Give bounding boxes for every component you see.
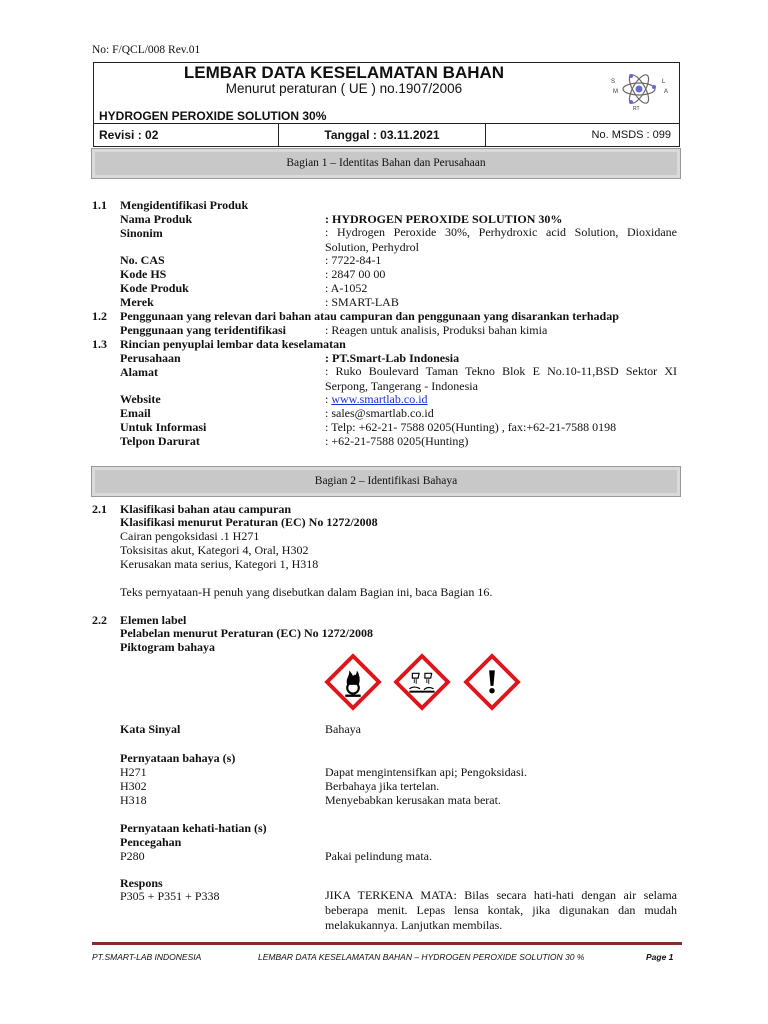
exclamation-mark-icon — [463, 653, 521, 711]
section-1-3-title: Rincian penyuplai lembar data keselamatan — [120, 337, 346, 351]
address-label: Alamat — [120, 365, 158, 379]
company-label: Perusahaan — [120, 351, 181, 365]
emergency-phone-value: : +62-21-7588 0205(Hunting) — [325, 434, 469, 448]
corrosive-icon — [393, 653, 451, 711]
hazard-statements-heading: Pernyataan bahaya (s) — [120, 751, 236, 765]
emergency-phone-label: Telpon Darurat — [120, 434, 200, 448]
hs-code-value: : 2847 00 00 — [325, 267, 386, 281]
document-number: No: F/QCL/008 Rev.01 — [92, 44, 201, 56]
product-name-label: Nama Produk — [120, 212, 193, 226]
signal-word-value: Bahaya — [325, 722, 361, 736]
brand-label: Merek — [120, 295, 154, 309]
section-1-2-number: 1.2 — [92, 309, 107, 323]
prevention-heading: Pencegahan — [120, 835, 182, 849]
address-value: : Ruko Boulevard Taman Tekno Blok E No.10-11,BSD Sektor XI Serpong, Tangerang - Indonesia — [325, 364, 677, 393]
section-2-bar: Bagian 2 – Identifikasi Bahaya — [91, 466, 681, 497]
classification-eye-damage: Kerusakan mata serius, Kategori 1, H318 — [120, 557, 319, 571]
msds-number: No. MSDS : 099 — [591, 129, 671, 141]
svg-text:M: M — [613, 89, 618, 95]
h-statement-note: Teks pernyataan-H penuh yang disebutkan dalam Bagian ini, baca Bagian 16. — [120, 585, 493, 599]
section-2-2-number: 2.2 — [92, 613, 107, 627]
product-name-value: : HYDROGEN PEROXIDE SOLUTION 30% — [325, 212, 563, 226]
brand-value: : SMART-LAB — [325, 295, 399, 309]
smart-lab-logo-icon — [604, 67, 674, 111]
email-label: Email — [120, 406, 151, 420]
info-value: : Telp: +62-21- 7588 0205(Hunting) , fax:+62-21-7588 0198 — [325, 420, 617, 434]
svg-text:RT: RT — [633, 106, 640, 111]
website-value — [325, 392, 428, 407]
precautionary-heading: Pernyataan kehati-hatian (s) — [120, 821, 267, 835]
company-value: : PT.Smart-Lab Indonesia — [325, 351, 460, 365]
document-title: LEMBAR DATA KESELAMATAN BAHAN — [183, 63, 505, 82]
identified-use-label: Penggunaan yang teridentifikasi — [120, 323, 287, 337]
footer-divider — [92, 942, 682, 945]
revision-date: Tanggal : 03.11.2021 — [279, 124, 486, 147]
classification-regulation: Klasifikasi menurut Peraturan (EC) No 1272/2008 — [120, 515, 378, 529]
precaution-code-p280: P280 — [120, 849, 145, 863]
response-heading: Respons — [120, 876, 163, 890]
cas-value: : 7722-84-1 — [325, 253, 382, 267]
info-label: Untuk Informasi — [120, 420, 207, 434]
hazard-code-h318: H318 — [120, 793, 147, 807]
section-1-3-number: 1.3 — [92, 337, 107, 351]
footer-company: PT.SMART-LAB INDONESIA — [92, 952, 202, 962]
footer-page-number: Page 1 — [646, 952, 674, 962]
section-1-1-number: 1.1 — [92, 198, 107, 212]
response-code: P305 + P351 + P338 — [120, 889, 220, 903]
identified-use-value: : Reagen untuk analisis, Produksi bahan kimia — [325, 323, 548, 337]
hazard-code-h302: H302 — [120, 779, 147, 793]
oxidizer-flame-over-circle-icon — [324, 653, 382, 711]
pictogram-heading: Piktogram bahaya — [120, 640, 216, 654]
email-value: : sales@smartlab.co.id — [325, 406, 434, 420]
section-1-1-title: Mengidentifikasi Produk — [120, 198, 249, 212]
hazard-text-h302: Berbahaya jika tertelan. — [325, 779, 440, 793]
section-1-bar: Bagian 1 – Identitas Bahan dan Perusahaan — [91, 148, 681, 179]
section-2-2-title: Elemen label — [120, 613, 187, 627]
synonym-value: : Hydrogen Peroxide 30%, Perhydroxic acid Solution, Dioxidane Solution, Perhydrol — [325, 225, 677, 254]
svg-text:A: A — [664, 89, 669, 95]
website-separator: : — [325, 392, 332, 406]
product-name-heading: HYDROGEN PEROXIDE SOLUTION 30% — [99, 109, 327, 123]
svg-text:L: L — [662, 79, 666, 85]
section-2-1-title: Klasifikasi bahan atau campuran — [120, 502, 292, 516]
revision-row — [94, 123, 679, 147]
footer-document-title: LEMBAR DATA KESELAMATAN BAHAN – HYDROGEN PEROXIDE SOLUTION 30 % — [258, 952, 585, 962]
hs-code-label: Kode HS — [120, 267, 167, 281]
cas-label: No. CAS — [120, 253, 165, 267]
header-box — [93, 62, 680, 147]
section-2-1-number: 2.1 — [92, 502, 107, 516]
revision-number: Revisi : 02 — [94, 124, 279, 147]
response-text: JIKA TERKENA MATA: Bilas secara hati-hati dengan air selama beberapa menit. Lepas lensa kontak, jika digunakan dan mudah melakukannya. Lanjutkan membilas. — [325, 888, 677, 932]
product-code-label: Kode Produk — [120, 281, 189, 295]
website-label: Website — [120, 392, 161, 406]
regulation-subtitle: Menurut peraturan ( UE ) no.1907/2006 — [225, 81, 463, 96]
signal-word-label: Kata Sinyal — [120, 722, 181, 736]
website-link[interactable]: www.smartlab.co.id — [331, 392, 428, 406]
precaution-text-p280: Pakai pelindung mata. — [325, 849, 432, 863]
section-1-2-title: Penggunaan yang relevan dari bahan atau campuran dan penggunaan yang disarankan terhadap — [120, 309, 619, 323]
labelling-regulation: Pelabelan menurut Peraturan (EC) No 1272/2008 — [120, 626, 373, 640]
classification-oxidizing: Cairan pengoksidasi .1 H271 — [120, 529, 260, 543]
hazard-code-h271: H271 — [120, 765, 147, 779]
synonym-label: Sinonim — [120, 226, 163, 240]
product-code-value: : A-1052 — [325, 281, 368, 295]
svg-text:S: S — [611, 79, 616, 85]
classification-acute-toxicity: Toksisitas akut, Kategori 4, Oral, H302 — [120, 543, 309, 557]
hazard-text-h318: Menyebabkan kerusakan mata berat. — [325, 793, 501, 807]
hazard-text-h271: Dapat mengintensifkan api; Pengoksidasi. — [325, 765, 527, 779]
